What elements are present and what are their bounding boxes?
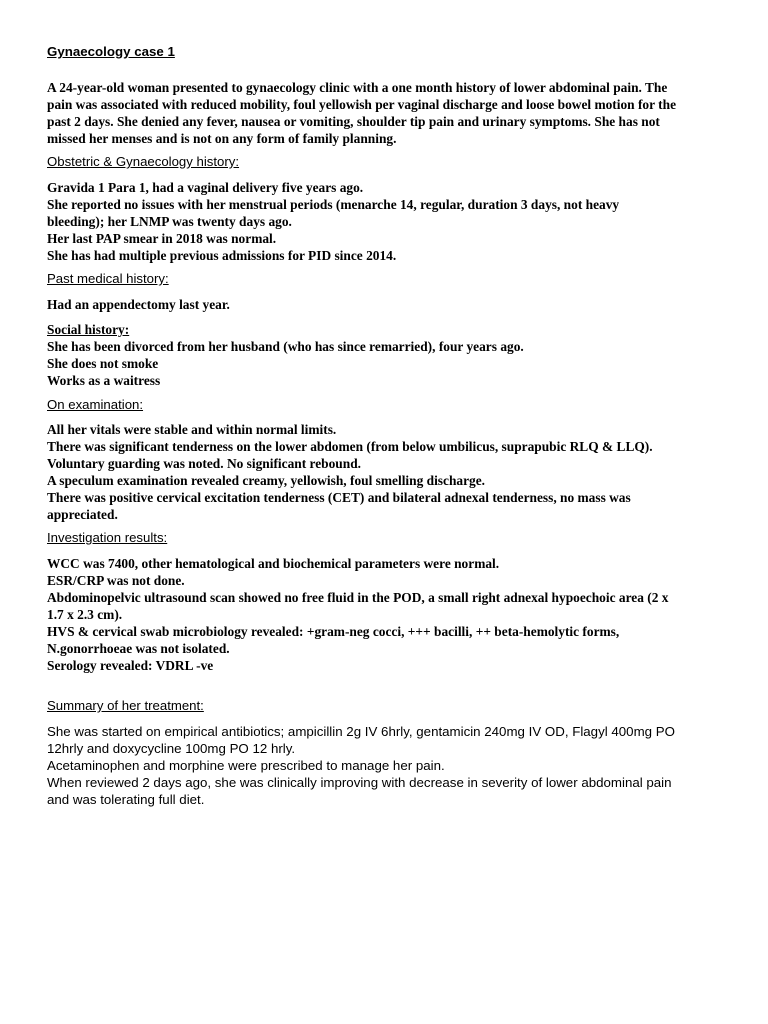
exam-line: All her vitals were stable and within normal limits. — [47, 422, 337, 437]
exam-line: Voluntary guarding was noted. No significant rebound. — [47, 456, 361, 471]
obgyn-line: She has had multiple previous admissions for PID since 2014. — [47, 248, 397, 263]
intro-paragraph — [47, 79, 727, 147]
treatment-line: Acetaminophen and morphine were prescribed to manage her pain. — [47, 758, 445, 773]
investigations-line: Serology revealed: VDRL -ve — [47, 658, 214, 673]
treatment-heading: Summary of her treatment: — [47, 698, 204, 713]
treatment-line: She was started on empirical antibiotics; ampicillin 2g IV 6hrly, gentamicin 240mg IV OD, Flagyl 400mg PO — [47, 724, 675, 739]
investigations-section — [47, 555, 727, 674]
document-title: Gynaecology case 1 — [47, 44, 175, 59]
social-line: She has been divorced from her husband (who has since remarried), four years ago. — [47, 339, 524, 354]
treatment-line: When reviewed 2 days ago, she was clinically improving with decrease in severity of lower abdominal pain — [47, 775, 672, 790]
obgyn-line: Gravida 1 Para 1, had a vaginal delivery five years ago. — [47, 180, 364, 195]
investigations-line: ESR/CRP was not done. — [47, 573, 185, 588]
obgyn-line: She reported no issues with her menstrual periods (menarche 14, regular, duration 3 days, not heavy — [47, 197, 620, 212]
investigations-line: Abdominopelvic ultrasound scan showed no free fluid in the POD, a small right adnexal hypoechoic area (2 x — [47, 590, 669, 605]
obgyn-line: Her last PAP smear in 2018 was normal. — [47, 231, 277, 246]
investigations-line: N.gonorrhoeae was not isolated. — [47, 641, 230, 656]
treatment-line: 12hrly and doxycycline 100mg PO 12 hrly. — [47, 741, 296, 756]
investigations-line: WCC was 7400, other hematological and biochemical parameters were normal. — [47, 556, 500, 571]
intro-line: past 2 days. She denied any fever, nausea or vomiting, shoulder tip pain and urinary symptoms. She has not — [47, 114, 660, 129]
pmh-line: Had an appendectomy last year. — [47, 297, 230, 312]
exam-section — [47, 421, 727, 523]
obgyn-section — [47, 179, 727, 264]
intro-line: missed her menses and is not on any form of family planning. — [47, 131, 397, 146]
exam-line: appreciated. — [47, 507, 118, 522]
exam-line: A speculum examination revealed creamy, yellowish, foul smelling discharge. — [47, 473, 486, 488]
treatment-section — [47, 723, 727, 808]
social-line: She does not smoke — [47, 356, 159, 371]
treatment-line: and was tolerating full diet. — [47, 792, 205, 807]
intro-line: pain was associated with reduced mobility, foul yellowish per vaginal discharge and loose bowel motion for the — [47, 97, 677, 112]
pmh-heading: Past medical history: — [47, 271, 169, 286]
exam-line: There was positive cervical excitation tenderness (CET) and bilateral adnexal tenderness, no mass was — [47, 490, 631, 505]
pmh-section — [47, 296, 727, 313]
investigations-line: 1.7 x 2.3 cm). — [47, 607, 123, 622]
exam-line: There was significant tenderness on the lower abdomen (from below umbilicus, suprapubic RLQ & LLQ). — [47, 439, 653, 454]
investigations-line: HVS & cervical swab microbiology revealed: +gram-neg cocci, +++ bacilli, ++ beta-hemolytic forms, — [47, 624, 620, 639]
investigations-heading: Investigation results: — [47, 530, 168, 545]
social-heading: Social history: — [47, 322, 130, 337]
social-section — [47, 338, 727, 389]
obgyn-line: bleeding); her LNMP was twenty days ago. — [47, 214, 292, 229]
intro-line: A 24-year-old woman presented to gynaecology clinic with a one month history of lower abdominal pain. The — [47, 80, 668, 95]
obgyn-heading: Obstetric & Gynaecology history: — [47, 154, 240, 169]
social-line: Works as a waitress — [47, 373, 161, 388]
exam-heading: On examination: — [47, 397, 144, 412]
